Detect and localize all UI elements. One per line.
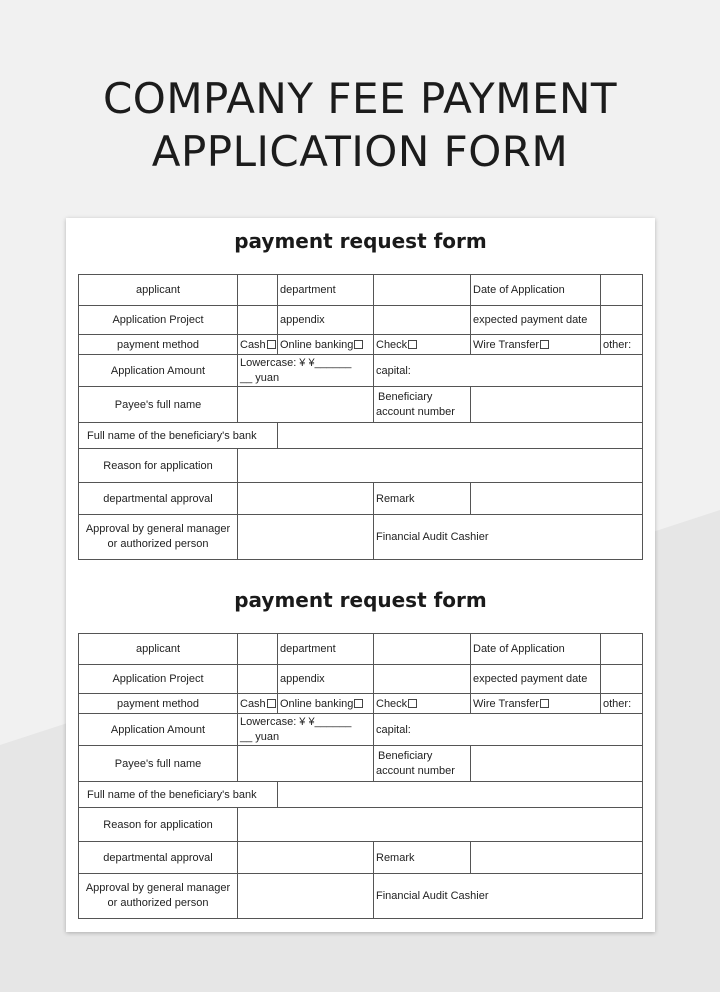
checkbox-icon[interactable] bbox=[267, 340, 276, 349]
remark-label: Remark bbox=[374, 483, 471, 515]
approval-gm-line-2: or authorized person bbox=[107, 538, 209, 550]
beneficiary-bank-field[interactable] bbox=[278, 423, 643, 449]
online-banking-label: Online banking bbox=[280, 338, 354, 351]
application-project-label: Application Project bbox=[79, 665, 238, 694]
departmental-approval-label: departmental approval bbox=[79, 483, 238, 515]
online-banking-option[interactable] bbox=[278, 694, 374, 714]
beneficiary-account-line-2: account number bbox=[376, 764, 455, 777]
checkbox-icon[interactable] bbox=[540, 699, 549, 708]
other-option[interactable]: other: bbox=[601, 335, 643, 355]
page-headline bbox=[0, 72, 720, 178]
applicant-field[interactable] bbox=[238, 634, 278, 665]
cash-label: Cash bbox=[240, 697, 266, 710]
payee-full-name-label: Payee's full name bbox=[79, 387, 238, 423]
other-option[interactable]: other: bbox=[601, 694, 643, 714]
expected-payment-date-label: expected payment date bbox=[471, 665, 601, 694]
beneficiary-account-line-2: account number bbox=[376, 405, 455, 418]
table-row bbox=[79, 714, 643, 746]
wire-transfer-label: Wire Transfer bbox=[473, 697, 540, 710]
remark-field[interactable] bbox=[471, 483, 643, 515]
checkbox-icon[interactable] bbox=[408, 699, 417, 708]
headline-line-1: COMPANY FEE PAYMENT bbox=[102, 74, 618, 123]
approval-gm-label bbox=[79, 874, 238, 919]
department-field[interactable] bbox=[374, 634, 471, 665]
checkbox-icon[interactable] bbox=[354, 699, 363, 708]
applicant-field[interactable] bbox=[238, 275, 278, 306]
appendix-field[interactable] bbox=[374, 306, 471, 335]
lowercase-amount-field[interactable] bbox=[238, 355, 374, 387]
check-label: Check bbox=[376, 338, 408, 351]
approval-gm-line-2: or authorized person bbox=[107, 897, 209, 909]
financial-audit-cashier-label: Financial Audit Cashier bbox=[374, 874, 643, 919]
checkbox-icon[interactable] bbox=[408, 340, 417, 349]
beneficiary-bank-label: Full name of the beneficiary's bank bbox=[79, 423, 278, 449]
table-row bbox=[79, 665, 643, 694]
form-table bbox=[78, 633, 643, 919]
lowercase-line-2: __ yuan bbox=[240, 730, 280, 743]
table-row bbox=[79, 355, 643, 387]
appendix-label: appendix bbox=[278, 306, 374, 335]
check-option[interactable] bbox=[374, 335, 471, 355]
applicant-label: applicant bbox=[79, 275, 238, 306]
application-amount-label: Application Amount bbox=[79, 355, 238, 387]
application-project-field[interactable] bbox=[238, 665, 278, 694]
table-row bbox=[79, 423, 643, 449]
form-table bbox=[78, 274, 643, 560]
financial-audit-cashier-label: Financial Audit Cashier bbox=[374, 515, 643, 560]
reason-field[interactable] bbox=[238, 449, 643, 483]
appendix-field[interactable] bbox=[374, 665, 471, 694]
table-row bbox=[79, 694, 643, 714]
payee-full-name-field[interactable] bbox=[238, 387, 374, 423]
form-title: payment request form bbox=[234, 588, 487, 612]
date-of-application-field[interactable] bbox=[601, 275, 643, 306]
online-banking-option[interactable] bbox=[278, 335, 374, 355]
table-row bbox=[79, 483, 643, 515]
checkbox-icon[interactable] bbox=[540, 340, 549, 349]
payment-request-form-2 bbox=[66, 585, 655, 909]
date-of-application-label: Date of Application bbox=[471, 275, 601, 306]
capital-amount-field[interactable]: capital: bbox=[374, 355, 643, 387]
beneficiary-account-line-1: Beneficiary bbox=[378, 749, 433, 762]
form-sheet bbox=[66, 218, 655, 932]
applicant-label: applicant bbox=[79, 634, 238, 665]
table-row bbox=[79, 449, 643, 483]
application-project-field[interactable] bbox=[238, 306, 278, 335]
beneficiary-account-label bbox=[374, 746, 471, 782]
table-row bbox=[79, 275, 643, 306]
application-project-label: Application Project bbox=[79, 306, 238, 335]
approval-gm-line-1: Approval by general manager bbox=[85, 882, 231, 894]
headline-line-2: APPLICATION FORM bbox=[151, 127, 569, 176]
department-label: department bbox=[278, 275, 374, 306]
departmental-approval-label: departmental approval bbox=[79, 842, 238, 874]
cash-label: Cash bbox=[240, 338, 266, 351]
department-label: department bbox=[278, 634, 374, 665]
payment-method-label: payment method bbox=[79, 694, 238, 714]
table-row bbox=[79, 387, 643, 423]
wire-transfer-option[interactable] bbox=[471, 694, 601, 714]
beneficiary-account-field[interactable] bbox=[471, 387, 643, 423]
expected-payment-date-field[interactable] bbox=[601, 665, 643, 694]
reason-label: Reason for application bbox=[79, 449, 238, 483]
cash-option[interactable] bbox=[238, 694, 278, 714]
department-field[interactable] bbox=[374, 275, 471, 306]
expected-payment-date-field[interactable] bbox=[601, 306, 643, 335]
approval-gm-line-1: Approval by general manager bbox=[85, 523, 231, 535]
date-of-application-field[interactable] bbox=[601, 634, 643, 665]
lowercase-line-2: __ yuan bbox=[240, 371, 280, 384]
checkbox-icon[interactable] bbox=[354, 340, 363, 349]
capital-amount-field[interactable]: capital: bbox=[374, 714, 643, 746]
table-row bbox=[79, 842, 643, 874]
beneficiary-account-label bbox=[374, 387, 471, 423]
remark-label: Remark bbox=[374, 842, 471, 874]
table-row bbox=[79, 874, 643, 919]
wire-transfer-label: Wire Transfer bbox=[473, 338, 540, 351]
wire-transfer-option[interactable] bbox=[471, 335, 601, 355]
payment-request-form-1 bbox=[66, 226, 655, 550]
table-row bbox=[79, 808, 643, 842]
check-option[interactable] bbox=[374, 694, 471, 714]
payment-method-label: payment method bbox=[79, 335, 238, 355]
appendix-label: appendix bbox=[278, 665, 374, 694]
table-row bbox=[79, 634, 643, 665]
online-banking-label: Online banking bbox=[280, 697, 354, 710]
lowercase-amount-field[interactable] bbox=[238, 714, 374, 746]
table-row bbox=[79, 335, 643, 355]
table-row bbox=[79, 515, 643, 560]
table-row bbox=[79, 782, 643, 808]
remark-field[interactable] bbox=[471, 842, 643, 874]
beneficiary-account-field[interactable] bbox=[471, 746, 643, 782]
lowercase-line-1: Lowercase: ¥ ¥______ bbox=[240, 356, 352, 369]
beneficiary-account-line-1: Beneficiary bbox=[378, 390, 433, 403]
check-label: Check bbox=[376, 697, 408, 710]
date-of-application-label: Date of Application bbox=[471, 634, 601, 665]
application-amount-label: Application Amount bbox=[79, 714, 238, 746]
approval-gm-field[interactable] bbox=[238, 874, 374, 919]
departmental-approval-field[interactable] bbox=[238, 842, 374, 874]
beneficiary-bank-label: Full name of the beneficiary's bank bbox=[79, 782, 278, 808]
reason-label: Reason for application bbox=[79, 808, 238, 842]
approval-gm-field[interactable] bbox=[238, 515, 374, 560]
payee-full-name-field[interactable] bbox=[238, 746, 374, 782]
lowercase-line-1: Lowercase: ¥ ¥______ bbox=[240, 715, 352, 728]
beneficiary-bank-field[interactable] bbox=[278, 782, 643, 808]
expected-payment-date-label: expected payment date bbox=[471, 306, 601, 335]
payee-full-name-label: Payee's full name bbox=[79, 746, 238, 782]
form-title: payment request form bbox=[234, 229, 487, 253]
table-row bbox=[79, 746, 643, 782]
approval-gm-label bbox=[79, 515, 238, 560]
reason-field[interactable] bbox=[238, 808, 643, 842]
cash-option[interactable] bbox=[238, 335, 278, 355]
table-row bbox=[79, 306, 643, 335]
checkbox-icon[interactable] bbox=[267, 699, 276, 708]
departmental-approval-field[interactable] bbox=[238, 483, 374, 515]
